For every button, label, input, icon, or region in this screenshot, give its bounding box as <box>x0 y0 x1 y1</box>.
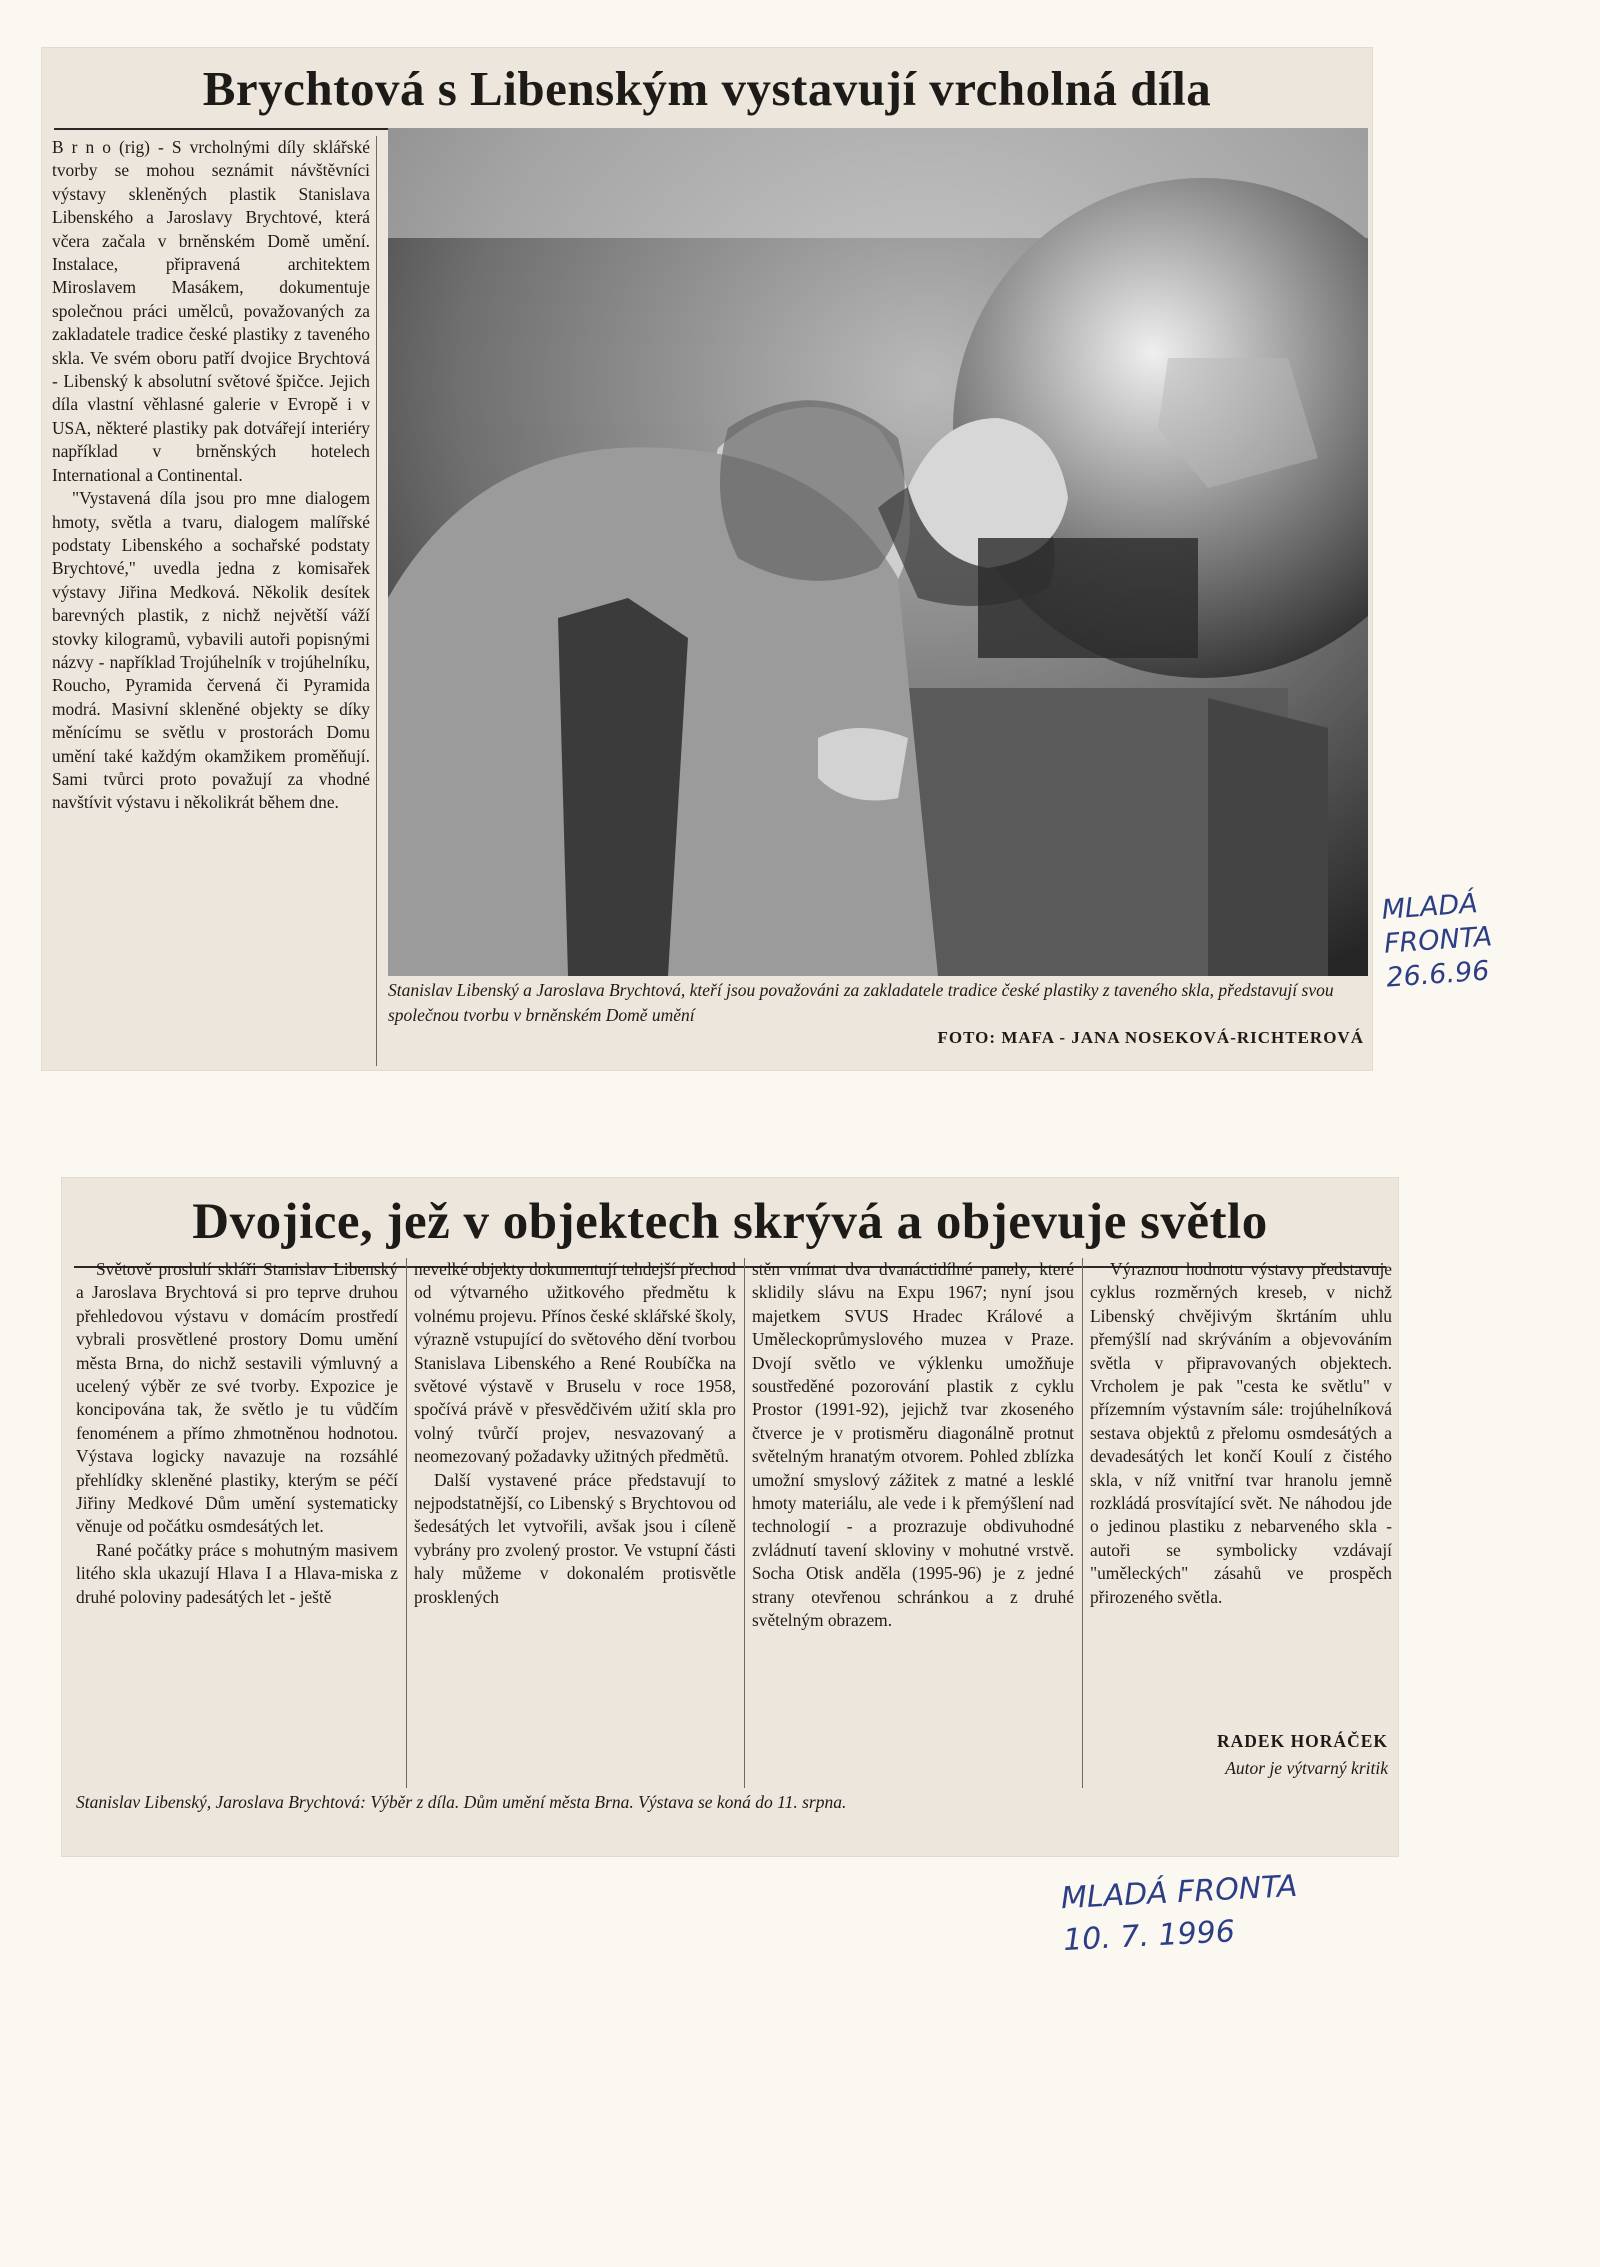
article-paragraph: Výraznou hodnotu výstavy představuje cyklus rozměrných kreseb, v nichž Libenský chvějivým škrtáním uhlu přemýšlí nad skrýváním a objevováním světla v připravovaných objektech. Vrcholem je pak "cesta ke světlu" v přízemním výstavním sále: trojúhelníková sestava objektů z přelomu osmdesátých a devadesátých let končí Koulí z čistého skla, v níž vnitřní tvar hranolu jemně rozkládá prosvítající svět. Ne náhodou jde o jedinou plastiku z nebarveného skla - autoři se symbolicky vzdávají "uměleckých" zásahů ve prospěch přirozeného světla. <box>1090 1259 1392 1607</box>
article-paragraph: Další vystavené práce představují to nejpodstatnější, co Libenský s Brychtovou od šedesátých let vytvořili, avšak jsou i cíleně vybrány pro zvolený prostor. Ve vstupní části haly můžeme v dokonalém protisvětle prosklených <box>414 1469 736 1607</box>
article-column-1 <box>76 1258 398 1808</box>
article-paragraph: stěn vnímat dva dvanáctidílné panely, které sklidily slávu na Expu 1967; nyní jsou majetkem SVUS Hradec Králové a Uměleckoprůmyslového muzea v Praze. Dvojí světlo ve výklenku umožňuje soustředěné pozorování plastik z cyklu Prostor (1991-92), jejichž tvar zkoseného čtverce je v protisměru diagonálně protnut světelným hranatým otvorem. Pohled zblízka umožní smyslový zážitek z matné a lesklé hmoty materiálu, ale vede i k přemýšlení nad technologií - a prozrazuje obdivuhodné zvládnutí tavení skloviny v mohutné vrstvě. Socha Otisk anděla (1995-96) je z jedné strany otevřenou schránkou a z druhé světelným obrazem. <box>752 1259 1074 1631</box>
article-body <box>52 136 370 1066</box>
article-headline: Dvojice, jež v objektech skrývá a objevuje světlo <box>192 1194 1268 1250</box>
article-paragraph: Světově proslulí skláři Stanislav Libenský a Jaroslava Brychtová si pro teprve druhou přehledovou výstavu v domácím prostředí vybrali prosvětlené prostory Domu umění města Brna, do nichž sestavili výmluvný a ucelený výběr ze své tvorby. Expozice je koncipována tak, že světlo je tu vůdčím fenoménem a přímo zhmotněnou hodnotou. Výstava logicky navazuje na rozsáhlé přehlídky skleněné plastiky, kterým se péčí Jiřiny Medkové Dům umění systematicky věnuje od počátku osmdesátých let. <box>76 1259 398 1537</box>
article-paragraph: nevelké objekty dokumentují tehdejší přechod od výtvarného užitkového předmětu k volnému projevu. Přínos české sklářské školy, výrazně vstupující do světového dění tvorbou Stanislava Libenského a René Roubíčka na světové výstavě v Bruselu v roce 1958, spočívá právě v přesvědčivém užití skla pro volný tvůrčí projev, nesvazovaný a neomezovaný požadavky užitných předmětů. <box>414 1259 736 1467</box>
article-clipping-1 <box>42 48 1372 1070</box>
article-column-3 <box>752 1258 1074 1808</box>
column-divider <box>376 136 377 1066</box>
article-paragraph: Rané počátky práce s mohutným masivem litého skla ukazují Hlava I a Hlava-miska z druhé poloviny padesátých let - ještě <box>76 1539 398 1607</box>
article-column-2 <box>414 1258 736 1678</box>
article-column-4 <box>1090 1258 1392 1758</box>
column-divider <box>406 1258 407 1788</box>
photo-illustration <box>388 128 1368 976</box>
handwritten-note: MLADÁ FRONTA 26.6.96 <box>1380 888 1494 994</box>
column-divider <box>1082 1258 1083 1788</box>
author-role: Autor je výtvarný kritik <box>1225 1758 1388 1778</box>
exhibition-footnote: Stanislav Libenský, Jaroslava Brychtová: Výběr z díla. Dům umění města Brna. Výstava se koná do 11. srpna. <box>76 1792 847 1812</box>
article-headline: Brychtová s Libenským vystavují vrcholná díla <box>202 61 1212 116</box>
column-divider <box>744 1258 745 1788</box>
photo-credit: FOTO: MAFA - JANA NOSEKOVÁ-RICHTEROVÁ <box>937 1028 1364 1047</box>
article-clipping-2 <box>62 1178 1398 1856</box>
handwritten-note: MLADÁ FRONTA 10. 7. 1996 <box>1060 1868 1299 1959</box>
article-paragraph: B r n o (rig) - S vrcholnými díly sklářské tvorby se mohou seznámit návštěvníci výstavy skleněných plastik Stanislava Libenského a Jaroslavy Brychtové, která včera začala v brněnském Domě umění. Instalace, připravená architektem Miroslavem Masákem, dokumentuje společnou práci umělců, považovaných za zakladatele tradice české plastiky z taveného skla. Ve svém oboru patří dvojice Brychtová - Libenský k absolutní světové špičce. Jejich díla vlastní věhlasné galerie v Evropě i v USA, některé plastiky pak dotvářejí interiéry například v brněnských hotelech International a Continental. <box>52 137 370 485</box>
article-photo <box>388 128 1368 976</box>
article-paragraph: "Vystavená díla jsou pro mne dialogem hmoty, světla a tvaru, dialogem malířské podstaty Libenského a sochařské podstaty Brychtové," uvedla jedna z komisařek výstavy Jiřina Medková. Několik desítek barevných plastik, z nichž největší váží stovky kilogramů, vybavili autoři popisnými názvy - například Trojúhelník v trojúhelníku, Roucho, Pyramida červená či Pyramida modrá. Masivní skleněné objekty se díky měnícímu se světlu v prostorách Domu umění také každým okamžikem proměňují. Sami tvůrci proto považují za vhodné navštívit výstavu i několikrát během dne. <box>52 488 370 813</box>
article-author: RADEK HORÁČEK <box>1217 1731 1388 1751</box>
photo-caption: Stanislav Libenský a Jaroslava Brychtová, kteří jsou považováni za zakladatele tradice české plastiky z taveného skla, představují svou společnou tvorbu v brněnském Domě umění <box>388 980 1334 1025</box>
